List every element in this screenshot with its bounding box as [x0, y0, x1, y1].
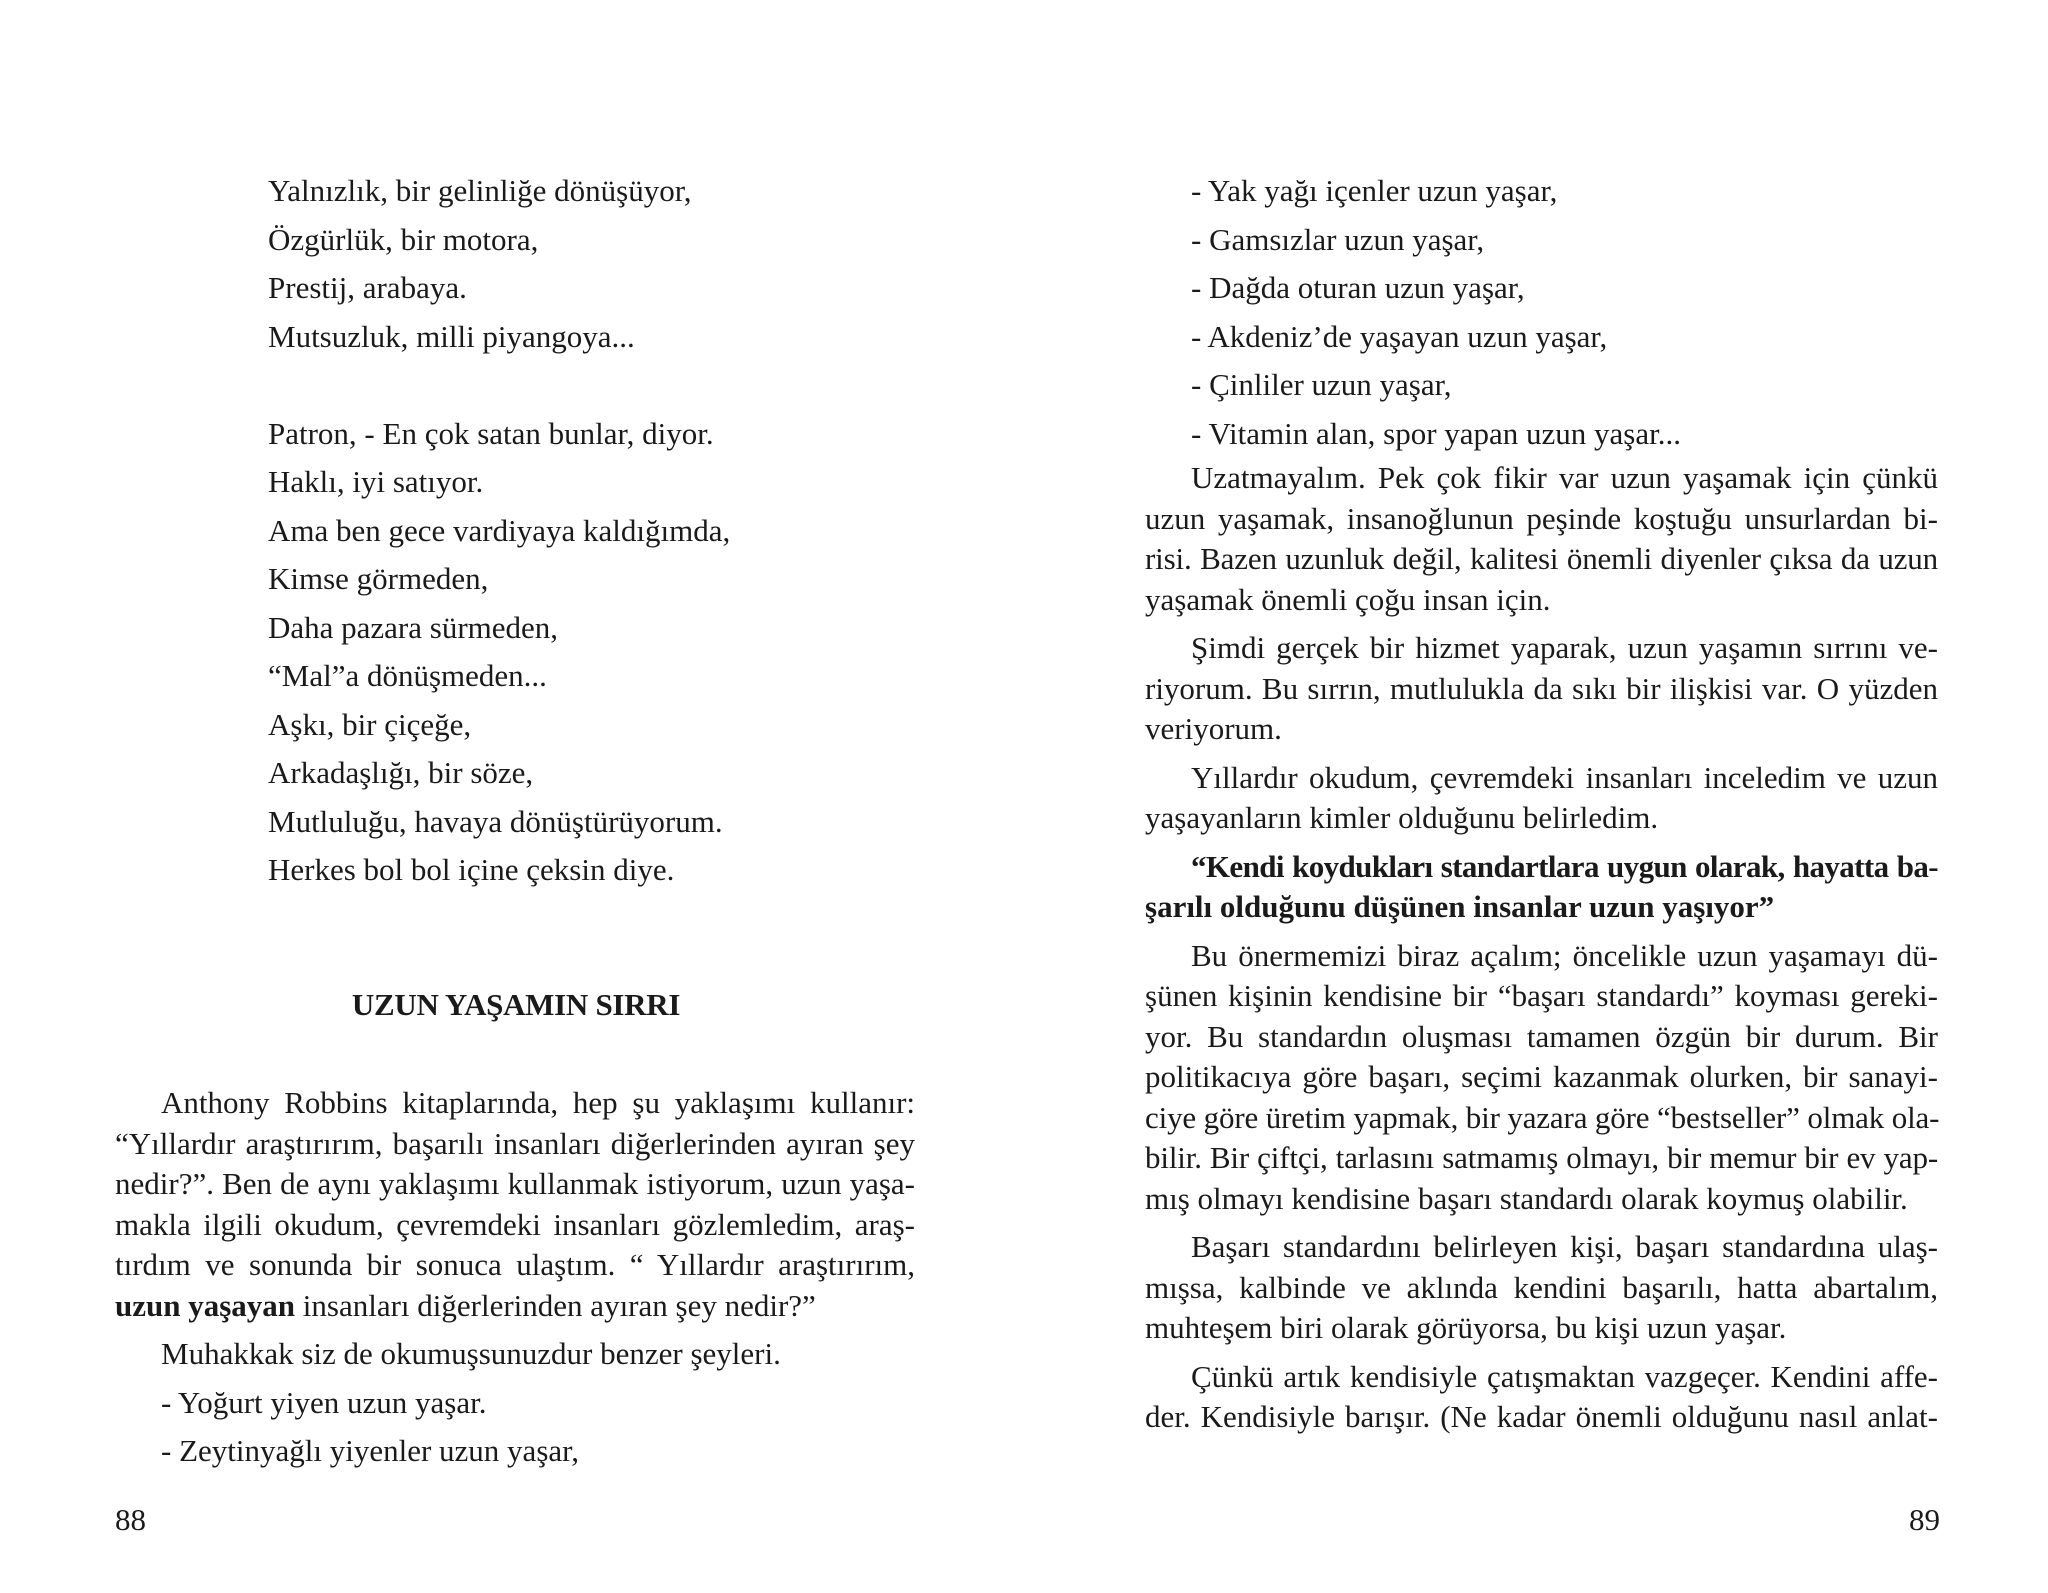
poem-line: Mutsuzluk, milli piyangoya...	[268, 318, 635, 354]
text-line: nedir?”. Ben de aynı yaklaşımı kullanmak istiyorum, uzun yaşa-	[115, 1166, 915, 1201]
poem-line: Ama ben gece vardiyaya kaldığımda,	[268, 512, 731, 548]
poem-line: Prestij, arabaya.	[268, 270, 467, 305]
poem-line: Herkes bol bol içine çeksin diye.	[268, 852, 675, 887]
text-line: riyorum. Bu sırrın, mutlulukla da sıkı bir ilişkisi var. O yüzden	[1145, 670, 1938, 706]
paragraph-gap	[1145, 750, 1938, 758]
list-item: - Dağda oturan uzun yaşar,	[1191, 270, 1525, 305]
poem-line: “Mal”a dönüşmeden...	[268, 658, 547, 693]
text-line: yaşamak önemli çoğu insan için.	[1145, 581, 1551, 617]
list-item: - Zeytinyağlı yiyenler uzun yaşar,	[161, 1433, 579, 1468]
text-line: ciye göre üretim yapmak, bir yazara göre “bestseller” olmak ola-	[1145, 1099, 1940, 1135]
paragraph-gap	[115, 1326, 915, 1334]
page-number: 89	[1909, 1502, 1940, 1537]
poem-line: Patron, - En çok satan bunlar, diyor.	[268, 415, 714, 451]
poem-line: Haklı, iyi satıyor.	[268, 464, 484, 499]
text-line: makla ilgili okudum, çevremdeki insanları gözlemledim, araş-	[115, 1206, 915, 1242]
body-text-left	[115, 1083, 915, 1472]
bold-phrase: uzun yaşayan	[115, 1287, 296, 1323]
quote-line: “Kendi koydukları standartlara uygun olarak, hayatta ba-	[1191, 848, 1938, 884]
poem-line: Daha pazara sürmeden,	[268, 609, 559, 645]
section-title: UZUN YAŞAMIN SIRRI	[351, 987, 681, 1022]
text-line: politikacıya göre başarı, seçimi kazanmak olurken, bir sanayi-	[1145, 1059, 1938, 1094]
paragraph-gap	[115, 1375, 915, 1383]
text-line: der. Kendisiyle barışır. (Ne kadar önemli olduğunu nasıl anlat-	[1145, 1399, 1938, 1434]
list-item: - Vitamin alan, spor yapan uzun yaşar...	[1191, 415, 1681, 451]
text-line: risi. Bazen uzunluk değil, kalitesi önemli diyenler çıksa da uzun	[1145, 541, 1938, 576]
text-line: bilir. Bir çiftçi, tarlasını satmamış olmayı, bir memur bir ev yap-	[1145, 1140, 1938, 1175]
text-line: Çünkü artık kendisiyle çatışmaktan vazgeçer. Kendini affe-	[1191, 1358, 1938, 1394]
paragraph-gap	[1145, 620, 1938, 628]
poem-line: Aşkı, bir çiçeğe,	[268, 706, 472, 742]
right-page	[1024, 0, 2048, 1593]
paragraph-gap	[115, 1423, 915, 1431]
quote-line: şarılı olduğunu düşünen insanlar uzun yaşıyor”	[1145, 889, 1775, 924]
text-line: yaşayanların kimler olduğunu belirledim.	[1145, 800, 1659, 835]
text-line: Yıllardır okudum, çevremdeki insanları inceledim ve uzun	[1191, 759, 1938, 795]
paragraph-gap	[1145, 928, 1938, 936]
text-line: Uzatmayalım. Pek çok fikir var uzun yaşamak için çünkü	[1191, 460, 1938, 495]
list-item: - Gamsızlar uzun yaşar,	[1191, 221, 1485, 257]
text-line: Şimdi gerçek bir hizmet yaparak, uzun yaşamın sırrını ve-	[1191, 630, 1938, 665]
poem-line: Yalnızlık, bir gelinliğe dönüşüyor,	[268, 173, 692, 208]
poem-line: Mutluluğu, havaya dönüştürüyorum.	[268, 803, 723, 839]
list-item: - Yak yağı içenler uzun yaşar,	[1191, 173, 1558, 208]
text-line: “Yıllardır araştırırım, başarılı insanları diğerlerinden ayıran şey	[115, 1125, 915, 1161]
text-line: Muhakkak siz de okumuşsunuzdur benzer şeyleri.	[161, 1336, 781, 1371]
text-line	[115, 1286, 915, 1327]
text-line: veriyorum.	[1145, 711, 1282, 746]
text-line: şünen kişinin kendisine bir “başarı standardı” koyması gereki-	[1145, 978, 1938, 1013]
paragraph-gap	[1145, 839, 1938, 847]
text-span: insanları diğerlerinden ayıran şey nedir?”	[295, 1287, 816, 1323]
page-number: 88	[115, 1502, 146, 1537]
poem-line: Arkadaşlığı, bir söze,	[268, 755, 534, 790]
text-line: yor. Bu standardın oluşması tamamen özgün bir durum. Bir	[1145, 1018, 1938, 1054]
list-item: - Yoğurt yiyen uzun yaşar.	[161, 1384, 487, 1420]
poem-line: Özgürlük, bir motora,	[268, 221, 539, 257]
text-line: tırdım ve sonunda bir sonuca ulaştım. “ Yıllardır araştırırım,	[115, 1247, 915, 1282]
poem-line: Kimse görmeden,	[268, 561, 489, 596]
paragraph-gap	[1145, 1349, 1938, 1357]
text-line: Anthony Robbins kitaplarında, hep şu yaklaşımı kullanır:	[161, 1085, 915, 1120]
text-line: uzun yaşamak, insanoğlunun peşinde koştuğu unsurlardan bi-	[1145, 500, 1938, 536]
list-item: - Çinliler uzun yaşar,	[1191, 367, 1452, 402]
text-line: Başarı standardını belirleyen kişi, başarı standardına ulaş-	[1191, 1229, 1938, 1264]
text-line: mışsa, kalbinde ve aklında kendini başarılı, hatta abartalım,	[1145, 1269, 1938, 1305]
text-line: muhteşem biri olarak görüyorsa, bu kişi uzun yaşar.	[1145, 1310, 1787, 1345]
paragraph-gap	[1145, 1219, 1938, 1227]
text-line: Bu önermemizi biraz açalım; öncelikle uzun yaşamayı dü-	[1191, 937, 1938, 973]
list-item: - Akdeniz’de yaşayan uzun yaşar,	[1191, 318, 1608, 354]
body-text-right	[1145, 167, 1938, 1438]
stanza-gap	[268, 361, 730, 410]
text-line: mış olmayı kendisine başarı standardı olarak koymuş olabilir.	[1145, 1180, 1908, 1216]
poem	[268, 167, 730, 895]
